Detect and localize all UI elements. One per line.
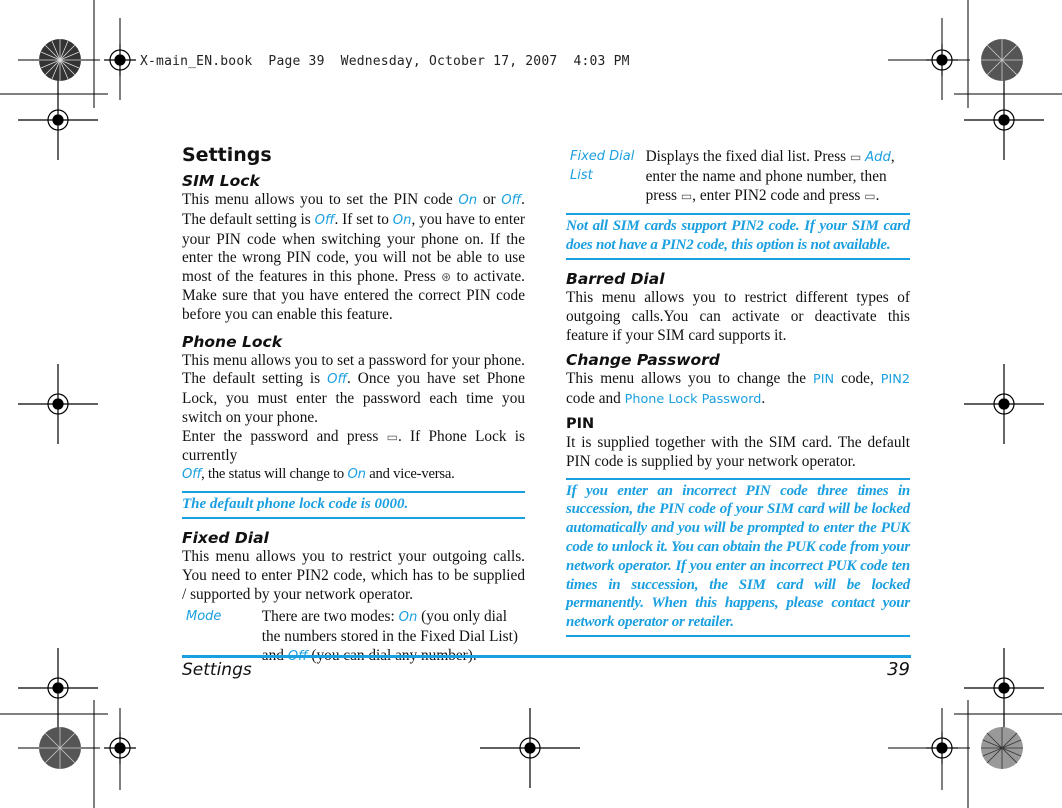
pin-text: It is supplied together with the SIM card. The default PIN code is supplied by your network operator.	[566, 433, 910, 470]
phone-lock-title: Phone Lock	[182, 332, 283, 351]
menu-key-icon: ▭	[680, 188, 693, 203]
off-keyword: Off	[314, 212, 335, 228]
phone-lock-text: This menu allows you to set a password for your phone. The default setting is Off. Once you have set Phone Lock, you must enter the password each time you switch on your phone.	[182, 351, 525, 426]
left-column	[182, 144, 525, 667]
barred-dial-text: This menu allows you to restrict different types of outgoing calls.You can activate or deactivate this feature if your SIM card supports it.	[566, 288, 910, 344]
menu-key-icon: ▭	[864, 188, 876, 203]
phone-lock-text-2: Enter the password and press ▭. If Phone Lock is currently	[182, 427, 525, 464]
sim-lock-title: SIM Lock	[182, 172, 260, 190]
print-header-line: X-main_EN.book Page 39 Wednesday, October 17, 2007 4:03 PM	[140, 54, 630, 69]
menu-key-icon: ▭	[849, 150, 862, 164]
add-keyword: Add	[865, 150, 891, 165]
fixed-dial-list-definition	[566, 148, 910, 205]
registration-target-icon	[18, 364, 98, 444]
pin2-keyword: PIN2	[880, 372, 911, 388]
phone-lock-password-keyword: Phone Lock Password	[624, 392, 762, 408]
change-password-text: This menu allows you to change the PIN code, PIN2 code and Phone Lock Password.	[566, 370, 911, 408]
pin-subheading: PIN	[566, 415, 595, 432]
registration-target-icon	[964, 364, 1044, 444]
barred-dial-title: Barred Dial	[566, 269, 665, 288]
footer-section-name: Settings	[182, 660, 252, 680]
registration-target-icon	[480, 708, 580, 788]
fixed-dial-list-term: Fixed Dial List	[570, 149, 635, 183]
on-keyword: On	[458, 193, 478, 208]
registration-target-icon	[964, 648, 1044, 728]
ok-key-icon: ⊛	[441, 270, 452, 285]
starburst-mark-icon	[39, 727, 81, 769]
section-title: Settings	[182, 144, 272, 166]
on-keyword: On	[392, 212, 412, 228]
phone-lock-text-3: Off, the status will change to On and vice-versa.	[182, 466, 455, 483]
change-password-title: Change Password	[566, 351, 720, 370]
starburst-mark-icon	[981, 39, 1023, 81]
sim-lock-text: This menu allows you to set the PIN code On or Off. The default setting is Off. If set to On, you have to enter your PIN code when switching your phone on. If the enter the wrong PIN code, you will not be able to use most of the features in this phone. Press ⊛ to activate. Make sure that you have entered the correct PIN code before you can enable this feature.	[182, 191, 526, 323]
mode-term: Mode	[186, 609, 222, 625]
off-keyword: Off	[501, 193, 522, 208]
fixed-dial-note: Not all SIM cards support PIN2 code. If your SIM card does not have a PIN2 code, this option is not available.	[566, 213, 910, 260]
registration-target-icon	[926, 44, 958, 76]
menu-key-icon: ▭	[386, 429, 398, 444]
starburst-mark-icon	[39, 39, 81, 81]
fixed-dial-text: This menu allows you to restrict your outgoing calls. You need to enter PIN2 code, which has to be supplied / supported by your network operator.	[182, 547, 525, 603]
puk-note: If you enter an incorrect PIN code three times in succession, the PIN code of your SIM card will be locked automatically and you will be prompted to enter the PUK code to unlock it. You can obtain the PUK code from your network operator. If you enter an incorrect PUK code ten times in succession, the SIM card will be locked permanently. When this happens, please contact your network operator or retailer.	[566, 478, 910, 637]
registration-target-icon	[104, 44, 136, 76]
registration-target-icon	[104, 732, 136, 764]
page-number: 39	[887, 659, 910, 680]
starburst-mark-icon	[981, 727, 1023, 769]
on-keyword: On	[398, 610, 418, 626]
fixed-dial-title: Fixed Dial	[182, 528, 269, 547]
right-column	[566, 148, 910, 637]
fixed-dial-list-description: Displays the fixed dial list. Press ▭ Add, enter the name and phone number, then press ▭, enter PIN2 code and press ▭.	[645, 148, 895, 204]
on-keyword: On	[347, 467, 366, 483]
pin-keyword: PIN	[813, 372, 835, 388]
mode-description: There are two modes: On (you only dial the numbers stored in the Fixed Dial List)	[262, 608, 525, 666]
registration-target-icon	[18, 80, 98, 160]
registration-target-icon	[964, 80, 1044, 160]
off-keyword: Off	[327, 372, 348, 388]
phone-lock-note: The default phone lock code is 0000.	[182, 491, 525, 519]
registration-target-icon	[18, 648, 98, 728]
registration-target-icon	[926, 732, 958, 764]
footer-rule	[182, 655, 911, 658]
off-keyword: Off	[182, 467, 202, 483]
